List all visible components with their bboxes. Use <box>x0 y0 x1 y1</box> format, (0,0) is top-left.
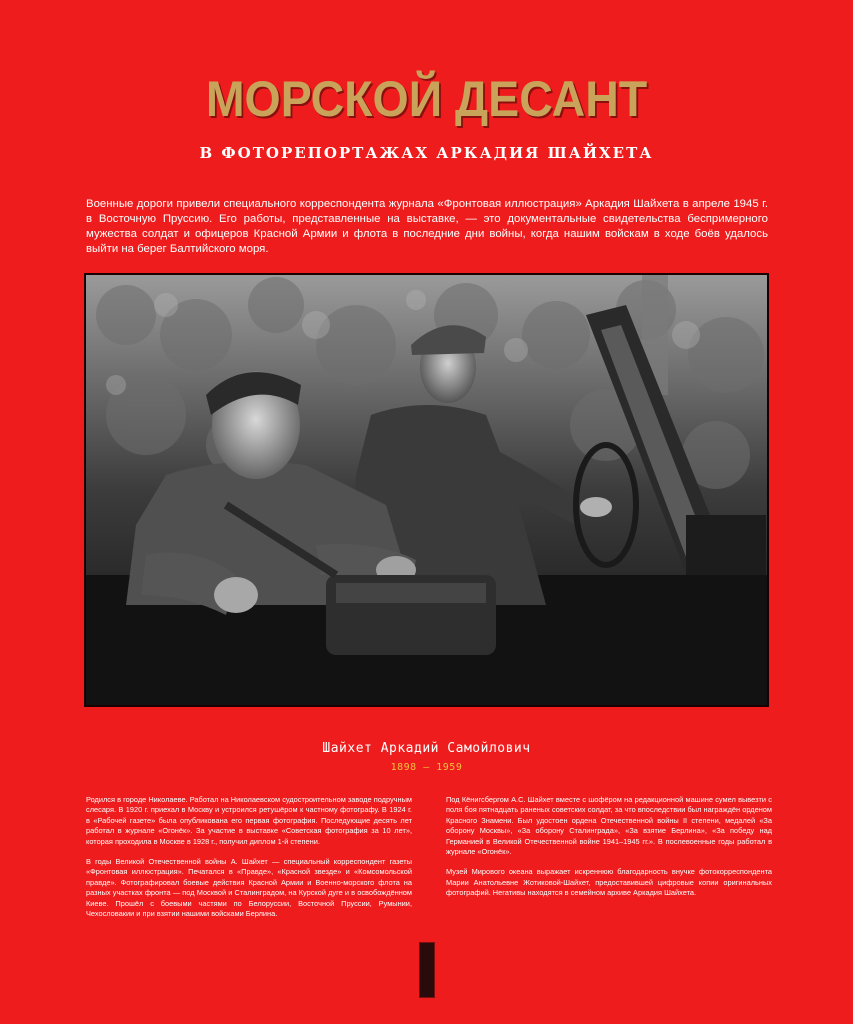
bio-paragraph: Под Кёнигсбергом А.С. Шайхет вместе с шофёром на редакционной машине сумел вывезти с поля боя пятнадцать раненых советских солдат, за что впоследствии был награждён орденом Красного Знамени. Был удостоен ордена Отечественной войны II степени, медалей «За оборону Москвы», «За оборону Сталинграда», «За взятие Берлина», «За победу над Германией в Великой Отечественной войне 1941–1945 гг.». В послевоенные годы работал в журнале «Огонёк». <box>446 795 772 857</box>
bio-column-right <box>446 795 772 909</box>
page-title: МОРСКОЙ ДЕСАНТ <box>205 71 648 127</box>
bio-paragraph: Родился в городе Николаеве. Работал на Николаевском судостроительном заводе подручным слесаря. В 1920 г. приехал в Москву и устроился ретушёром к частному фотографу. В 1924 г. в «Рабочей газете» была опубликована его первая фотография. Последующие десять лет работал в журнале «Огонёк». За участие в выставке «Советская фотография за 10 лет», которая проходила в Москве в 1928 г., получил диплом 1-й степени. <box>86 795 412 846</box>
intro-text: Военные дороги привели специального корреспондента журнала «Фронтовая иллюстрация» Аркадия Шайхета в апреле 1945 г. в Восточную Пруссию. Его работы, представленные на выставке, — это документальные свидетельства беспримерного мужества солдат и офицеров Красной Армии и флота в последние дни войны, когда нашим войскам в ходе боёв удалось выйти на берег Балтийского моря. <box>86 198 768 255</box>
historical-photo <box>84 273 769 707</box>
bio-paragraph: В годы Великой Отечественной войны А. Шайхет — специальный корреспондент газеты «Фронтовая иллюстрация». Печатался в «Правде», «Красной звезде» и «Комсомольской правде». Фотографировал боевые действия Красной Армии и Военно-морского флота на разных участках фронта — под Москвой и Сталинградом, на Курской дуге и в освобождённом Киеве. Прошёл с боевыми частями по Белоруссии, Восточной Пруссии, Румынии, Чехословакии и при взятии нашими войсками Берлина. <box>86 857 412 919</box>
photographer-name: Шайхет Аркадий Самойлович <box>322 741 531 756</box>
book-spine-logo <box>419 942 435 998</box>
page-subtitle: В ФОТОРЕПОРТАЖАХ АРКАДИЯ ШАЙХЕТА <box>199 144 654 162</box>
bio-column-left <box>86 795 412 929</box>
bio-paragraph: Музей Мирового океана выражает искреннюю благодарность внучке фотокорреспондента Марии Анатольевне Жотиковой-Шайхет, предоставившей цифровые копии оригинальных фотографий. Негативы находятся в семейном архиве Аркадия Шайхета. <box>446 867 772 898</box>
photographer-years: 1898 – 1959 <box>390 762 463 773</box>
